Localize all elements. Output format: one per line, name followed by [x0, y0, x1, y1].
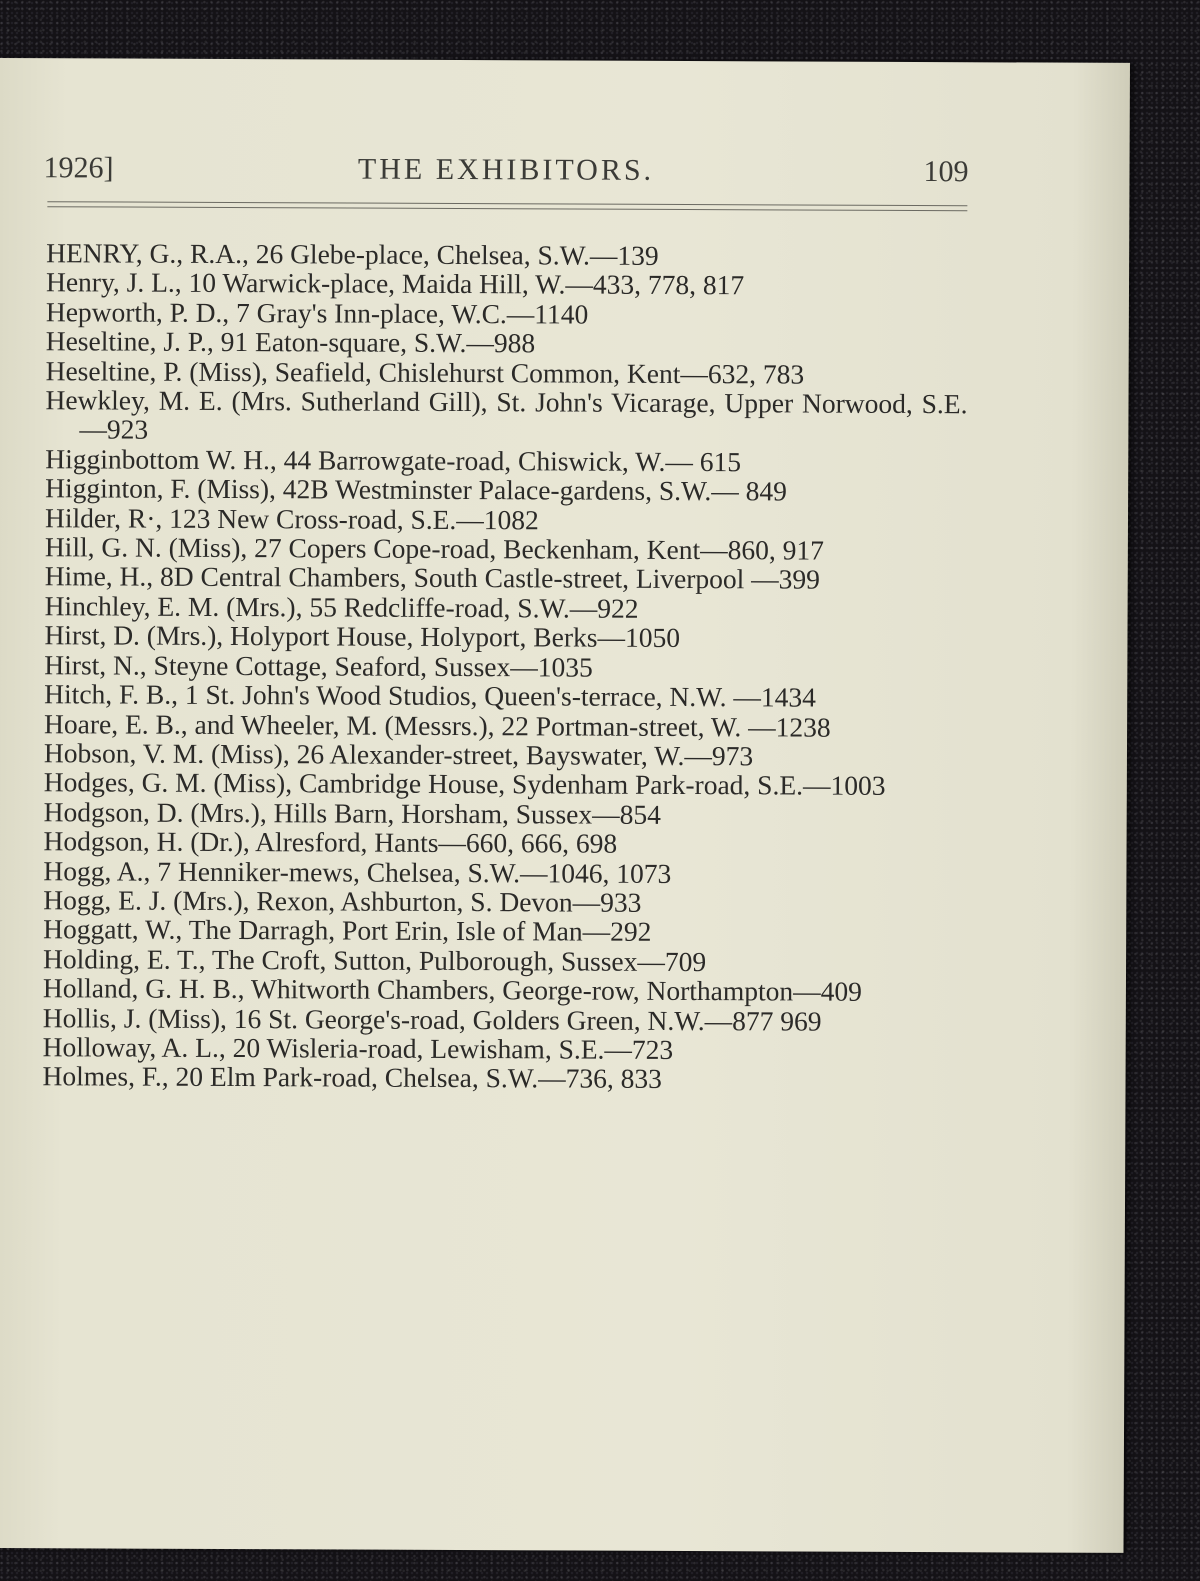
- list-item: Higginbottom W. H., 44 Barrowgate-road, Chiswick, W.— 615: [45, 443, 742, 478]
- list-item: Hirst, D. (Mrs.), Holyport House, Holyport, Berks—1050: [44, 619, 681, 654]
- list-item: Hoggatt, W., The Darragh, Port Erin, Isle of Man—292: [43, 913, 652, 948]
- list-item: Henry, J. L., 10 Warwick-place, Maida Hill, W.—433, 778, 817: [45, 266, 745, 301]
- book-page: [0, 58, 1130, 1553]
- list-item: Holmes, F., 20 Elm Park-road, Chelsea, S.W.—736, 833: [42, 1060, 662, 1095]
- list-item: Heseltine, J. P., 91 Eaton-square, S.W.—988: [45, 325, 536, 359]
- list-item: Hodgson, D. (Mrs.), Hills Barn, Horsham, Sussex—854: [43, 795, 661, 830]
- list-item: Hewkley, M. E. (Mrs. Sutherland Gill), St. John's Vicarage, Upper Norwood, S.E.—923: [45, 384, 968, 446]
- list-item: Hodges, G. M. (Miss), Cambridge House, Sydenham Park-road, S.E.—1003: [43, 766, 886, 802]
- list-item: Hodgson, H. (Dr.), Alresford, Hants—660, 666, 698: [43, 825, 618, 859]
- list-item: Holding, E. T., The Croft, Sutton, Pulborough, Sussex—709: [43, 942, 707, 977]
- header-rule-bottom: [47, 206, 967, 211]
- list-item: Holloway, A. L., 20 Wisleria-road, Lewisham, S.E.—723: [42, 1031, 674, 1065]
- list-item: Heseltine, P. (Miss), Seafield, Chislehurst Common, Kent—632, 783: [45, 354, 805, 390]
- header-rule-top: [47, 201, 967, 206]
- list-item: Hogg, E. J. (Mrs.), Rexon, Ashburton, S. Devon—933: [43, 884, 642, 918]
- list-item: Hogg, A., 7 Henniker-mews, Chelsea, S.W.—1046, 1073: [43, 854, 672, 889]
- list-item: Hirst, N., Steyne Cottage, Seaford, Sussex—1035: [44, 648, 593, 683]
- list-item: Hinchley, E. M. (Mrs.), 55 Redcliffe-road, S.W.—922: [44, 590, 639, 624]
- list-item: Hepworth, P. D., 7 Gray's Inn-place, W.C.—1140: [45, 296, 589, 330]
- exhibitor-list: [42, 238, 968, 1095]
- list-item: Higginton, F. (Miss), 42B Westminster Palace-gardens, S.W.— 849: [45, 472, 788, 507]
- list-item: Hime, H., 8D Central Chambers, South Castle-street, Liverpool —399: [44, 560, 821, 596]
- header-title: THE EXHIBITORS.: [357, 152, 655, 187]
- list-item: HENRY, G., R.A., 26 Glebe-place, Chelsea, S.W.—139: [46, 237, 659, 271]
- list-item: Hoare, E. B., and Wheeler, M. (Messrs.), 22 Portman-street, W. —1238: [44, 707, 831, 743]
- list-item: Hill, G. N. (Miss), 27 Copers Cope-road, Beckenham, Kent—860, 917: [44, 531, 824, 566]
- list-item: Holland, G. H. B., Whitworth Chambers, George-row, Northampton—409: [42, 972, 863, 1007]
- list-item: Hilder, R·, 123 New Cross-road, S.E.—1082: [44, 501, 539, 536]
- header-year: 1926]: [43, 151, 114, 185]
- list-item: Hobson, V. M. (Miss), 26 Alexander-street, Bayswater, W.—973: [43, 737, 754, 772]
- running-head: [43, 151, 968, 195]
- page-number: 109: [923, 155, 969, 189]
- list-item: Hitch, F. B., 1 St. John's Wood Studios, Queen's-terrace, N.W. —1434: [44, 678, 816, 713]
- list-item: Hollis, J. (Miss), 16 St. George's-road, Golders Green, N.W.—877 969: [42, 1001, 822, 1037]
